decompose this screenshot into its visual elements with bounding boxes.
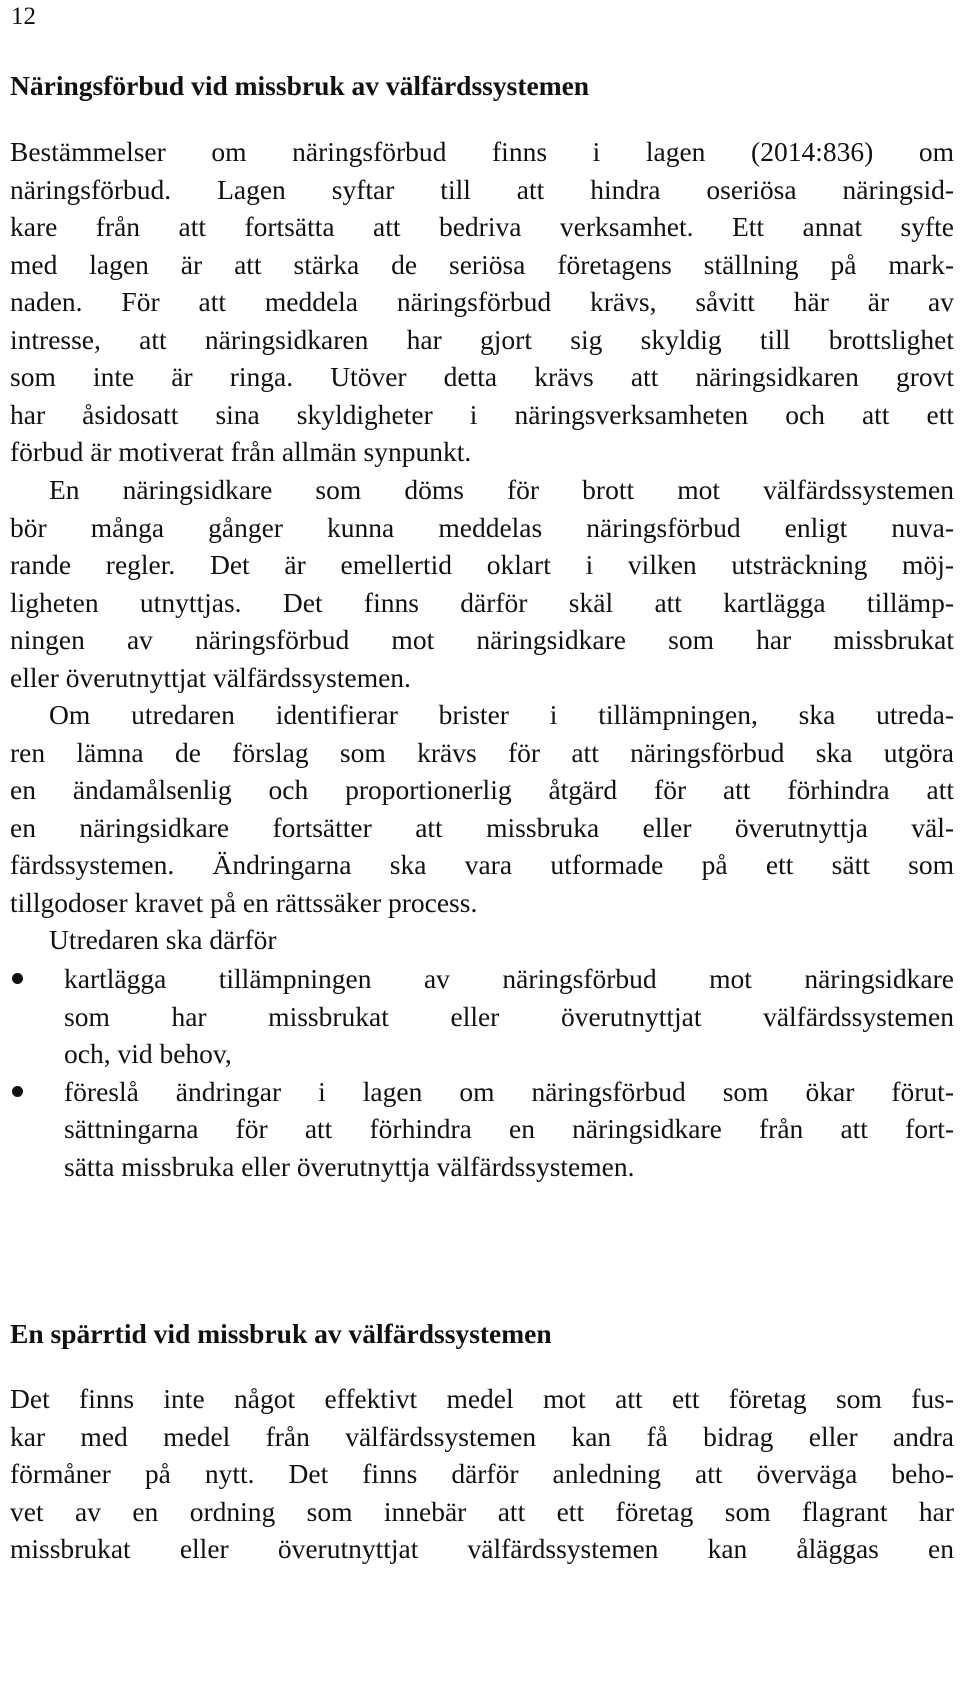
text-line: kare från att fortsätta att bedriva verksamhet. Ett annat syfte xyxy=(10,211,954,242)
paragraph-3 xyxy=(10,696,954,921)
list-item xyxy=(10,1073,954,1186)
text-line: har åsidosatt sina skyldigheter i näringsverksamheten och att ett xyxy=(10,398,954,430)
page-number: 12 xyxy=(11,3,36,30)
bullet-icon xyxy=(12,1086,23,1097)
text-line: med lagen är att stärka de seriösa företagens ställning på mark- xyxy=(10,248,954,280)
text-line: kar med medel från välfärdssystemen kan få bidrag eller andra xyxy=(10,1420,954,1452)
paragraph-5 xyxy=(10,1380,954,1568)
text-line: förmåner på nytt. Det finns därför anledning att överväga beho- xyxy=(10,1458,954,1489)
text-line: sättningarna för att förhindra en näringsidkare från att fort- xyxy=(64,1113,954,1144)
bullet-icon xyxy=(12,973,23,984)
text-line: bör många gånger kunna meddelas näringsförbud enligt nuva- xyxy=(10,511,954,543)
text-line: Det finns inte något effektivt medel mot att ett företag som fus- xyxy=(10,1383,954,1414)
paragraph-4 xyxy=(10,921,954,959)
text-line: en näringsidkare fortsätter att missbruka eller överutnyttja väl- xyxy=(10,811,954,843)
text-line: föreslå ändringar i lagen om näringsförbud som ökar förut- xyxy=(64,1075,954,1107)
text-line: rande regler. Det är emellertid oklart i vilken utsträckning möj- xyxy=(10,549,954,580)
text-line: och, vid behov, xyxy=(64,1038,232,1069)
text-line: Utredaren ska därför xyxy=(49,924,277,955)
text-line: förbud är motiverat från allmän synpunkt. xyxy=(10,436,472,467)
text-line: missbrukat eller överutnyttjat välfärdssystemen kan åläggas en xyxy=(10,1533,954,1564)
paragraph-2 xyxy=(10,471,954,696)
text-line: En näringsidkare som döms för brott mot välfärdssystemen xyxy=(49,474,954,505)
text-line: Om utredaren identifierar brister i tillämpningen, ska utreda- xyxy=(49,699,954,730)
text-line: vet av en ordning som innebär att ett företag som flagrant har xyxy=(10,1495,954,1527)
text-line: intresse, att näringsidkaren har gjort sig skyldig till brottslighet xyxy=(10,323,954,355)
text-line: eller överutnyttjat välfärdssystemen. xyxy=(10,661,411,693)
text-line: kartlägga tillämpningen av näringsförbud mot näringsidkare xyxy=(64,963,954,994)
text-line: som har missbrukat eller överutnyttjat välfärdssystemen xyxy=(64,1000,954,1032)
text-line: en ändamålsenlig och proportionerlig åtgärd för att förhindra att xyxy=(10,774,954,805)
bullet-list xyxy=(10,960,954,1185)
text-line: ningen av näringsförbud mot näringsidkare som har missbrukat xyxy=(10,624,954,655)
text-line: färdssystemen. Ändringarna ska vara utformade på ett sätt som xyxy=(10,849,954,880)
text-line: tillgodoser kravet på en rättssäker process. xyxy=(10,886,478,918)
text-line: naden. För att meddela näringsförbud krävs, såvitt här är av xyxy=(10,286,954,317)
text-line: ren lämna de förslag som krävs för att näringsförbud ska utgöra xyxy=(10,736,954,768)
paragraph-1 xyxy=(10,133,954,471)
text-line: ligheten utnyttjas. Det finns därför skäl att kartlägga tillämp- xyxy=(10,586,954,618)
list-item xyxy=(10,960,954,1073)
text-line: som inte är ringa. Utöver detta krävs att näringsidkaren grovt xyxy=(10,361,954,392)
text-line: sätta missbruka eller överutnyttja välfärdssystemen. xyxy=(64,1150,635,1182)
section-heading-sparrtid: En spärrtid vid missbruk av välfärdssystemen xyxy=(10,1318,552,1349)
section-heading-naringsforbud: Näringsförbud vid missbruk av välfärdssystemen xyxy=(10,70,590,101)
text-line: Bestämmelser om näringsförbud finns i lagen (2014:836) om xyxy=(10,136,954,167)
text-line: näringsförbud. Lagen syftar till att hindra oseriösa näringsid- xyxy=(10,173,954,205)
